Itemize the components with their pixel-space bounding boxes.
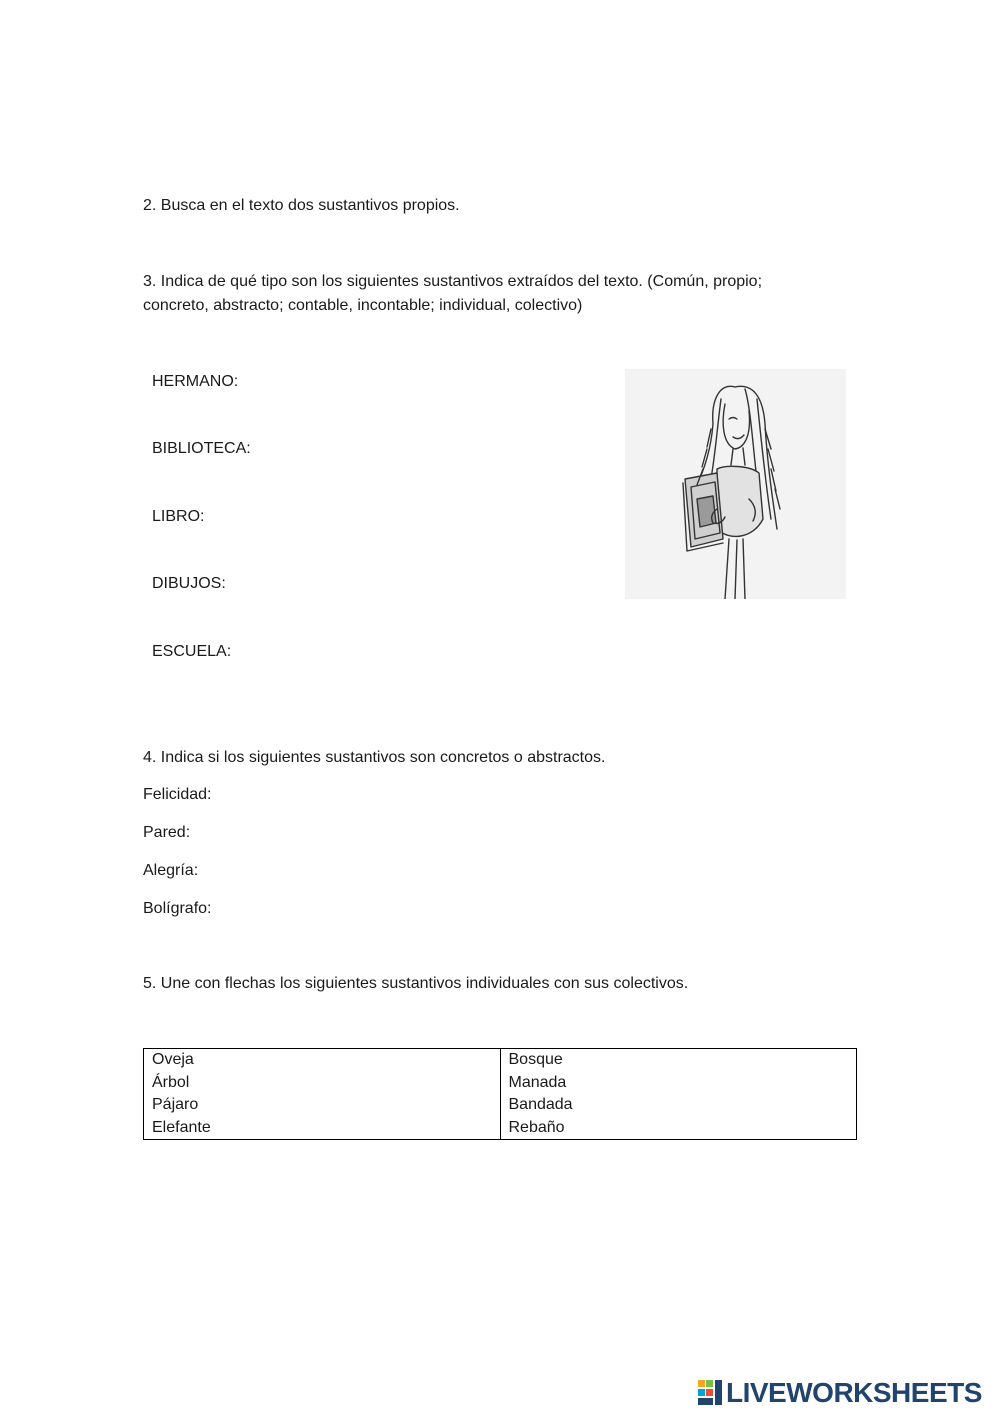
q4-item-felicidad: Felicidad: xyxy=(143,786,212,803)
q3-item-libro: LIBRO: xyxy=(152,508,205,525)
question-2: 2. Busca en el texto dos sustantivos propios. xyxy=(143,197,460,214)
q3-item-escuela: ESCUELA: xyxy=(152,643,232,660)
collective-item: Bandada xyxy=(508,1096,573,1113)
question-5: 5. Une con flechas los siguientes sustantivos individuales con sus colectivos. xyxy=(143,975,689,992)
question-3-line-1: 3. Indica de qué tipo son los siguientes sustantivos extraídos del texto. (Común, propio; xyxy=(143,273,763,290)
q3-item-dibujos: DIBUJOS: xyxy=(152,575,226,592)
q4-item-pared: Pared: xyxy=(143,824,191,841)
liveworksheets-wordmark: LIVEWORKSHEETS xyxy=(726,1377,982,1408)
individual-item: Elefante xyxy=(152,1118,211,1136)
q3-item-biblioteca: BIBLIOTECA: xyxy=(152,440,251,457)
collective-item: Manada xyxy=(508,1073,567,1091)
q4-item-boligrafo: Bolígrafo: xyxy=(143,900,212,917)
individual-column xyxy=(144,1049,501,1140)
collective-item: Bosque xyxy=(508,1051,563,1068)
individual-item: Árbol xyxy=(152,1073,190,1091)
girl-with-books-illustration xyxy=(625,369,846,599)
liveworksheets-logo xyxy=(698,1378,982,1408)
q3-item-hermano: HERMANO: xyxy=(152,373,239,390)
collective-column xyxy=(500,1049,857,1140)
question-4: 4. Indica si los siguientes sustantivos son concretos o abstractos. xyxy=(143,749,606,766)
liveworksheets-logo-icon xyxy=(698,1380,722,1406)
individual-item: Oveja xyxy=(152,1051,194,1068)
matching-table xyxy=(143,1048,857,1140)
question-3-line-2: concreto, abstracto; contable, incontable; individual, colectivo) xyxy=(143,297,583,314)
individual-item: Pájaro xyxy=(152,1096,199,1113)
collective-item: Rebaño xyxy=(508,1118,565,1136)
q4-item-alegria: Alegría: xyxy=(143,862,199,879)
